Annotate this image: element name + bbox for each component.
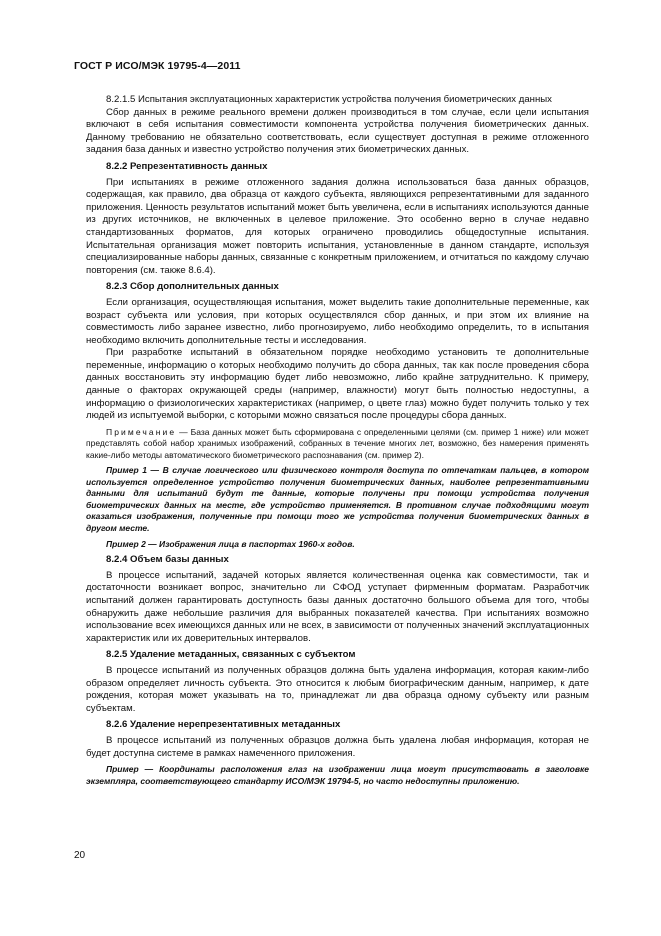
note-text: — База данных может быть сформирована с определенными целями (см. пример 1 ниже) или может представлять собой набор хранимых изображений, собранных в течение многих лет, возможно, без намерения применять какие-либо методы автоматического биометрического распознавания (см. пример 2). <box>86 426 589 460</box>
example-1 <box>86 465 589 535</box>
example-2-label: Пример 2 <box>106 538 146 549</box>
example-1-text: — В случае логического или физического контроля доступа по отпечаткам пальцев, в котором используется определенное устройство получения биометрических данных, наиболее репрезентативными данными для испытаний будут те данные, которые получены при помощи устройства получения биометрических данных на месте, где устройство применяется. В противном случае подходящими могут оказаться изображения, полученные при помощи того же устройства получения биометрических данных в другом месте. <box>86 465 589 534</box>
document-header: ГОСТ Р ИСО/МЭК 19795-4—2011 <box>74 60 241 72</box>
paragraph-nonrepresentative-metadata: В процессе испытаний из полученных образцов должна быть удалена любая информация, которая не будет доступна системе в рамках намеченного приложения. <box>86 734 589 759</box>
example-1-label: Пример 1 <box>106 465 147 476</box>
paragraph-database-size: В процессе испытаний, задачей которых является количественная оценка как совместимости, так и достаточности возникает вопрос, значительно ли СФОД уступает фирменным форматам. Разработчик испытаний должен гарантировать доступность базы данных достаточно большого объема для того, чтобы обнаружить даже небольшие различия для выбранных показателей качества. При испытаниях возможно использование всех имеющихся данных или не всех, в зависимости от полученных значений эксплуатационных характеристик или их доверительных интервалов. <box>86 569 589 644</box>
page-number: 20 <box>74 850 86 861</box>
example-2-text: — Изображения лица в паспортах 1960-х годов. <box>145 538 355 549</box>
paragraph-realtime-collection: Сбор данных в режиме реального времени должен производиться в том случае, если цели испытания включают в себя испытания совместимости компонента устройства получения биометрических данных. Данному требованию не обязательно соответствовать, если существует доступная в режиме отложенного задания база данных и известно устройство получения этих биометрических данных. <box>86 106 589 156</box>
paragraph-8-2-1-5: 8.2.1.5 Испытания эксплуатационных характеристик устройства получения биометрических данных <box>106 94 552 105</box>
document-body <box>86 94 589 791</box>
example-2 <box>86 539 589 551</box>
section-heading-8-2-6: 8.2.6 Удаление нерепрезентативных метаданных <box>106 719 341 731</box>
paragraph-representativeness: При испытаниях в режиме отложенного задания должна использоваться база данных образцов, содержащая, как правило, два образца от каждого субъекта, являющихся репрезентативными для заданного приложения. Ценность результатов испытаний может быть увеличена, если в испытаниях используются данные из других источников, не включенных в целевое приложение. Это особенно верно в случае недавно стандартизованных форматов, для которых ограничено проводились общедоступные испытания. Испытательная организация может повторить испытания, установленные в данном стандарте, используя специализированные наборы данных, связанные с конкретным приложением, и отчитаться по каждому случаю повторения (см. также 8.6.4). <box>86 176 589 276</box>
section-heading-8-2-5: 8.2.5 Удаление метаданных, связанных с субъектом <box>106 649 356 661</box>
note-block <box>86 427 589 461</box>
section-heading-8-2-4: 8.2.4 Объем базы данных <box>106 554 229 566</box>
paragraph-subject-metadata: В процессе испытаний из полученных образцов должна быть удалена информация, которая каким-либо образом определяет личность субъекта. Это относится к любым биографическим данным, например, к дате рождения, которая может указывать на то, принадлежат ли два образца одному субъекту или разным субъектам. <box>86 664 589 714</box>
paragraph-additional-data-2: При разработке испытаний в обязательном порядке необходимо установить те дополнительные переменные, информацию о которых необходимо получить до сбора данных, так как после проведения сбора данных восстановить эту информацию будет либо невозможно, либо крайне затруднительно. К примеру, данные о факторах окружающей среды (например, влажности) могут быть полностью недоступны, а информацию о физиологических характеристиках (например, о цвете глаз) можно будет получить только у тех людей из испытуемой выборки, с которыми можно связаться после процедуры сбора данных. <box>86 347 589 422</box>
example-3 <box>86 764 589 787</box>
paragraph-additional-data-1: Если организация, осуществляющая испытания, может выделить такие дополнительные переменные, как возраст субъекта или условия, при которых осуществлялся сбор данных, и при этом их влияние на совместимость либо заранее известно, либо прогнозируемо, либо необходимо определить, то в испытания необходимо включить дополнительные тесты и исследования. <box>86 296 589 346</box>
section-heading-8-2-2: 8.2.2 Репрезентативность данных <box>106 160 268 172</box>
example-3-text: — Координаты расположения глаз на изображении лица могут присутствовать в заголовке экземпляра, соответствующего стандарту ИСО/МЭК 19794-5, но часто недоступны приложению. <box>86 764 589 786</box>
note-label: Примечание <box>106 426 177 437</box>
section-heading-8-2-3: 8.2.3 Сбор дополнительных данных <box>106 281 279 293</box>
example-3-label: Пример <box>106 764 139 775</box>
